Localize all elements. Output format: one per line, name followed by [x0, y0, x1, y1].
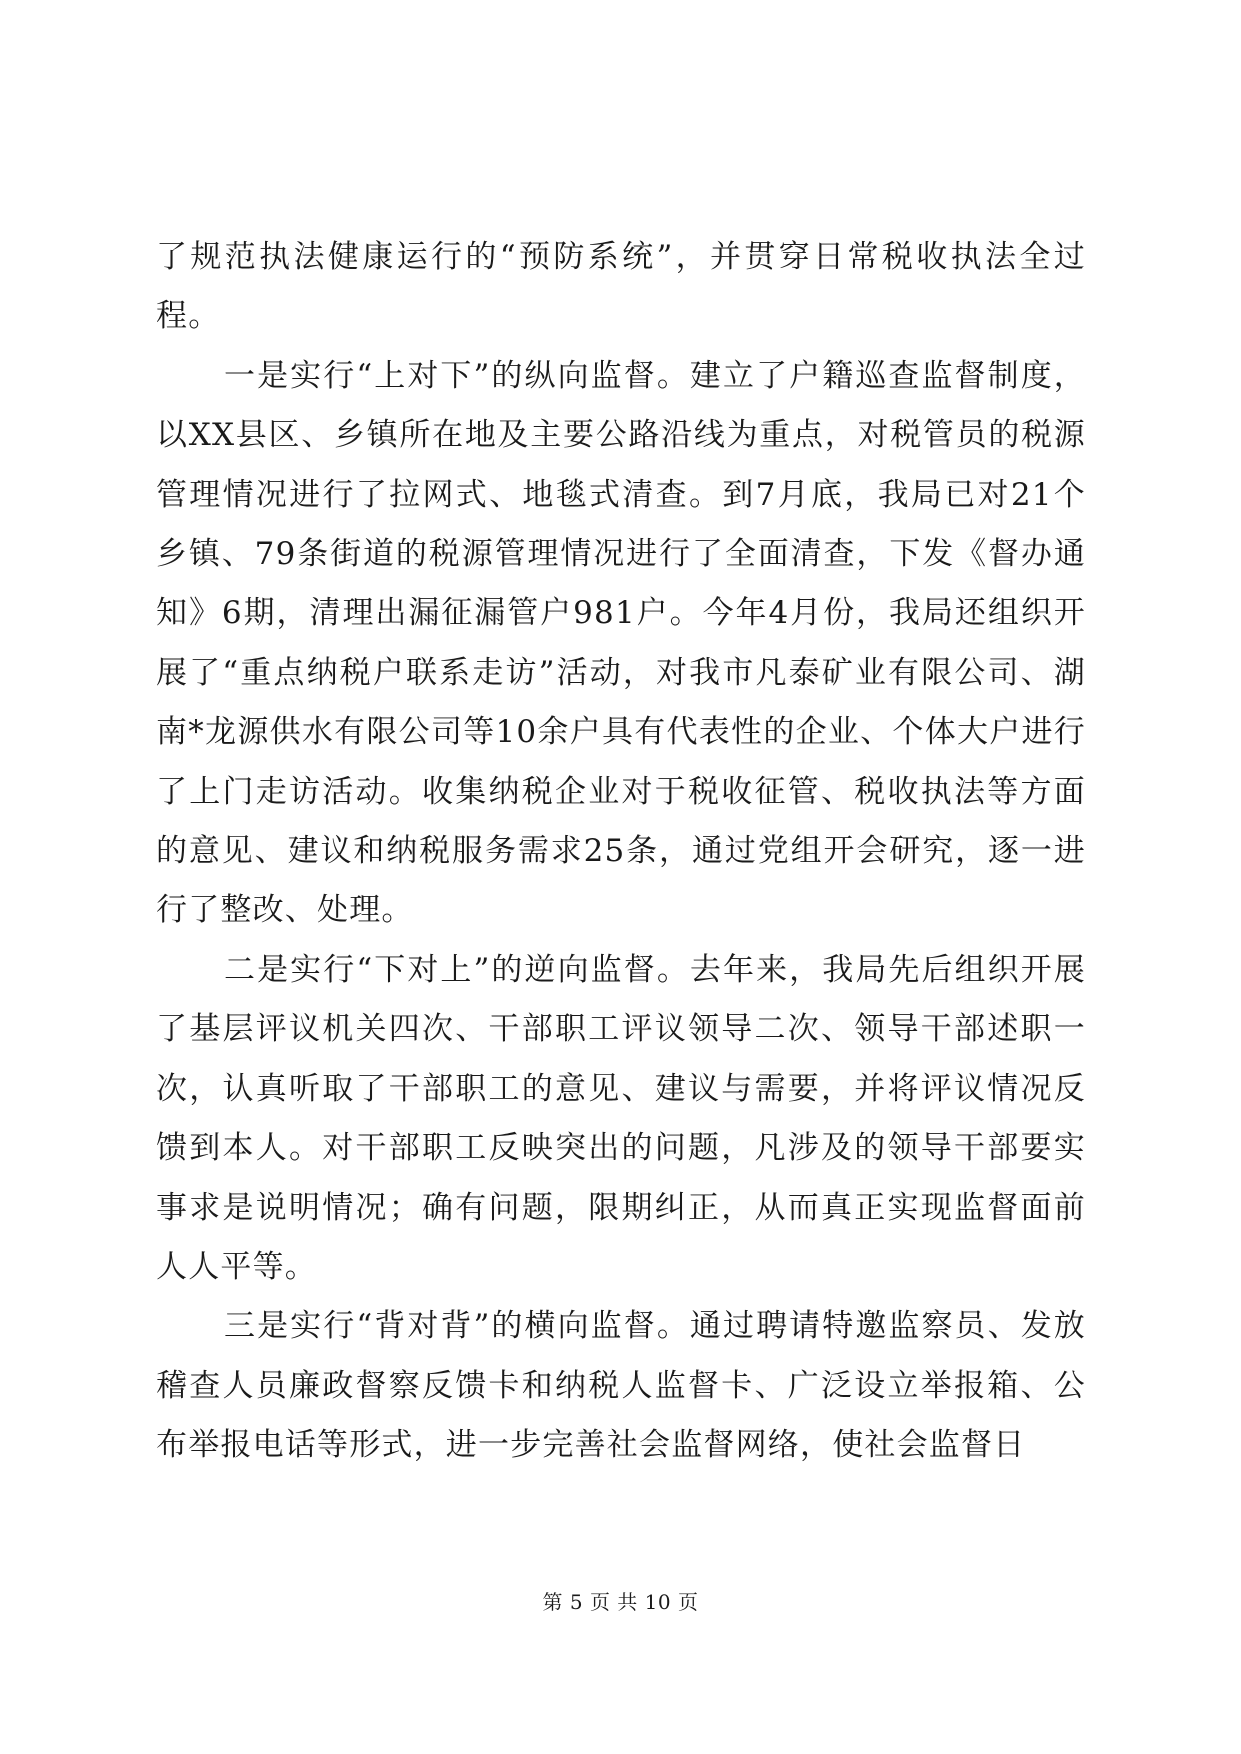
paragraph-reverse-supervision: 二是实行“下对上”的逆向监督。去年来，我局先后组织开展了基层评议机关四次、干部职工评议领导二次、领导干部述职一次，认真听取了干部职工的意见、建议与需要，并将评议情况反馈到本人。对干部职工反映突出的问题，凡涉及的领导干部要实事求是说明情况；确有问题，限期纠正，从而真正实现监督面前人人平等。	[156, 951, 1086, 1285]
paragraph-continuation: 了规范执法健康运行的“预防系统”，并贯穿日常税收执法全过程。	[156, 239, 1086, 335]
paragraph-horizontal-supervision: 三是实行“背对背”的横向监督。通过聘请特邀监察员、发放稽查人员廉政督察反馈卡和纳税人监督卡、广泛设立举报箱、公布举报电话等形式，进一步完善社会监督网络，使社会监督日	[156, 1308, 1086, 1464]
document-body	[156, 228, 1086, 1476]
paragraph-vertical-supervision: 一是实行“上对下”的纵向监督。建立了户籍巡查监督制度，以XX县区、乡镇所在地及主要公路沿线为重点，对税管员的税源管理情况进行了拉网式、地毯式清查。到7月底，我局已对21个乡镇、79条街道的税源管理情况进行了全面清查，下发《督办通知》6期，清理出漏征漏管户981户。今年4月份，我局还组织开展了“重点纳税户联系走访”活动，对我市凡泰矿业有限公司、湖南*龙源供水有限公司等10余户具有代表性的企业、个体大户进行了上门走访活动。收集纳税企业对于税收征管、税收执法等方面的意见、建议和纳税服务需求25条，通过党组开会研究，逐一进行了整改、处理。	[156, 357, 1086, 929]
page-footer	[0, 1586, 1241, 1615]
page-number-label: 第 5 页 共 10 页	[542, 1590, 699, 1614]
